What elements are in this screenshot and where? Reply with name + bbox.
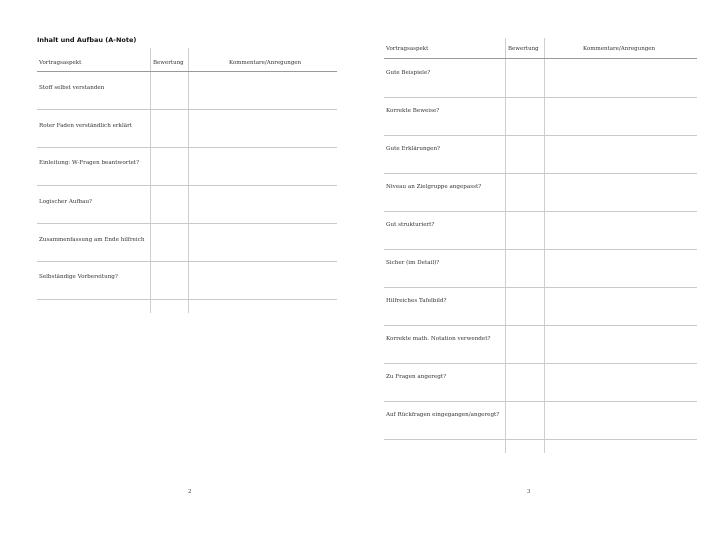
row-divider (37, 223, 337, 224)
row-label: Zusammenfassung am Ende hilfreich (39, 237, 145, 243)
row-label: Gute Erklärungen? (386, 146, 441, 152)
row-label: Auf Rückfragen eingegangen/angeregt? (386, 412, 500, 418)
column-divider (505, 38, 506, 453)
column-divider (544, 38, 545, 453)
row-divider (37, 147, 337, 148)
row-divider (384, 287, 697, 288)
row-divider (384, 325, 697, 326)
row-label: Gute Beispiele? (386, 70, 431, 76)
row-divider (384, 249, 697, 250)
column-divider (188, 48, 189, 313)
header-rule (384, 58, 697, 59)
row-label: Gut strukturiert? (386, 222, 435, 228)
row-divider (384, 363, 697, 364)
evaluation-table-right (384, 38, 697, 453)
row-divider (384, 211, 697, 212)
header-rule (37, 71, 337, 72)
header-comments: Kommentare/Anregungen (583, 46, 656, 52)
row-label: Hilfreiches Tafelbild? (386, 298, 447, 304)
row-label: Niveau an Zielgruppe angepasst? (386, 184, 482, 190)
row-divider (37, 299, 337, 300)
row-divider (37, 185, 337, 186)
header-comments: Kommentare/Anregungen (229, 60, 302, 66)
row-label: Korrekte Beweise? (386, 108, 440, 114)
header-aspect: Vortragsaspekt (39, 60, 82, 66)
row-label: Stoff selbst verstanden (39, 85, 105, 91)
row-label: Sicher (im Detail)? (386, 260, 440, 266)
header-rating: Bewertung (508, 46, 539, 52)
column-divider (150, 48, 151, 313)
header-aspect: Vortragsaspekt (386, 46, 429, 52)
page-number: 2 (188, 489, 192, 495)
row-divider (384, 135, 697, 136)
row-divider (37, 109, 337, 110)
row-label: Zu Fragen angeregt? (386, 374, 447, 380)
row-label: Logischer Aufbau? (39, 199, 93, 205)
row-divider (384, 439, 697, 440)
row-label: Einleitung: W-Fragen beantwortet? (39, 160, 140, 166)
row-label: Korrekte math. Notation verwendet? (386, 336, 491, 342)
row-divider (384, 173, 697, 174)
row-divider (384, 401, 697, 402)
header-rating: Bewertung (153, 60, 184, 66)
row-divider (384, 97, 697, 98)
row-label: Roter Faden verständlich erklärt (39, 123, 132, 129)
page-number: 3 (527, 489, 531, 495)
row-label: Selbständige Vorbereitung? (39, 274, 118, 280)
section-title: Inhalt und Aufbau (A-Note) (37, 36, 137, 44)
row-divider (37, 261, 337, 262)
evaluation-table-left (37, 48, 337, 313)
